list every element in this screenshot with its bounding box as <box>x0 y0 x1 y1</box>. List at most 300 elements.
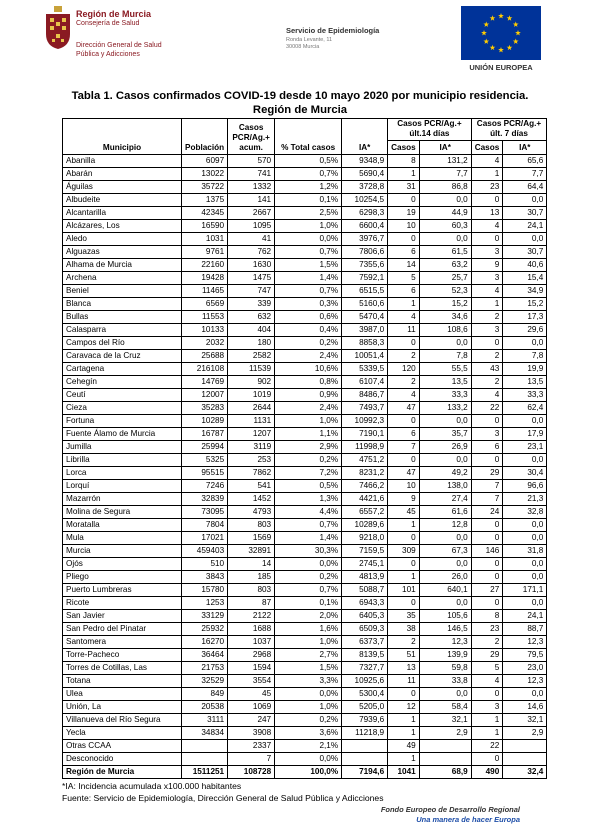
cell-ia7: 32,1 <box>503 714 547 727</box>
cell-pct-total: 2,9% <box>275 441 342 454</box>
cell-ia: 7194,6 <box>342 766 388 779</box>
cell-casos14: 19 <box>388 207 420 220</box>
cell-casos7: 2 <box>471 311 503 324</box>
cell-ia7: 15,4 <box>503 272 547 285</box>
header-poblacion: Población <box>182 119 228 155</box>
cell-ia: 11218,9 <box>342 727 388 740</box>
cell-casos7: 0 <box>471 337 503 350</box>
cell-poblacion: 95515 <box>182 467 228 480</box>
cell-casos7: 3 <box>471 324 503 337</box>
header-group-14-days <box>388 119 472 141</box>
cell-poblacion: 5325 <box>182 454 228 467</box>
cell-poblacion: 14769 <box>182 376 228 389</box>
header-group7-line2: últ. 7 días <box>490 129 528 138</box>
cell-casos14: 14 <box>388 259 420 272</box>
cell-ia14: 26,0 <box>419 571 471 584</box>
cell-poblacion: 13022 <box>182 168 228 181</box>
cell-municipio: Alguazas <box>63 246 182 259</box>
cell-casos14: 0 <box>388 233 420 246</box>
cell-casos-acum: 1630 <box>228 259 275 272</box>
cell-municipio: Alcantarilla <box>63 207 182 220</box>
header-ia14: IA* <box>419 141 471 155</box>
cell-casos14: 2 <box>388 350 420 363</box>
cell-casos14: 1 <box>388 727 420 740</box>
cell-casos14: 47 <box>388 402 420 415</box>
cell-ia7: 0,0 <box>503 597 547 610</box>
cell-pct-total: 1,3% <box>275 493 342 506</box>
cell-casos7: 22 <box>471 740 503 753</box>
cell-ia: 8139,5 <box>342 649 388 662</box>
table-row <box>63 740 547 753</box>
table-row <box>63 610 547 623</box>
cell-ia14: 49,2 <box>419 467 471 480</box>
cell-casos-acum: 253 <box>228 454 275 467</box>
cell-ia7: 0,0 <box>503 571 547 584</box>
cell-casos7: 27 <box>471 584 503 597</box>
cell-casos-acum: 1131 <box>228 415 275 428</box>
cell-municipio: Aledo <box>63 233 182 246</box>
cell-municipio: Pliego <box>63 571 182 584</box>
cell-ia7: 33,3 <box>503 389 547 402</box>
feder-motto: Una manera de hacer Europa <box>416 815 520 824</box>
cell-casos7: 29 <box>471 467 503 480</box>
cell-casos-acum: 14 <box>228 558 275 571</box>
cell-ia: 5160,6 <box>342 298 388 311</box>
cell-ia14: 139,9 <box>419 649 471 662</box>
cell-ia7: 19,9 <box>503 363 547 376</box>
cell-casos7: 23 <box>471 623 503 636</box>
cell-poblacion: 35722 <box>182 181 228 194</box>
cell-casos7: 7 <box>471 493 503 506</box>
cell-casos14: 35 <box>388 610 420 623</box>
cell-ia: 3987,0 <box>342 324 388 337</box>
cell-casos14: 45 <box>388 506 420 519</box>
cell-casos-acum: 1095 <box>228 220 275 233</box>
cell-ia14: 33,3 <box>419 389 471 402</box>
table-row <box>63 298 547 311</box>
cell-casos-acum: 1332 <box>228 181 275 194</box>
cell-poblacion: 11553 <box>182 311 228 324</box>
cell-ia7: 0,0 <box>503 688 547 701</box>
cell-ia7: 96,6 <box>503 480 547 493</box>
cell-casos-acum: 3908 <box>228 727 275 740</box>
cell-municipio: Torre-Pacheco <box>63 649 182 662</box>
cell-ia7: 24,1 <box>503 610 547 623</box>
cell-municipio: Calasparra <box>63 324 182 337</box>
cell-poblacion: 1253 <box>182 597 228 610</box>
header-casos-acum-line2: PCR/Ag.+ <box>232 133 270 142</box>
cell-casos-acum: 2582 <box>228 350 275 363</box>
cell-ia14: 86,8 <box>419 181 471 194</box>
cell-ia: 5470,4 <box>342 311 388 324</box>
cell-ia: 8231,2 <box>342 467 388 480</box>
cell-ia14: 12,3 <box>419 636 471 649</box>
cell-municipio: Campos del Río <box>63 337 182 350</box>
cell-casos-acum: 3554 <box>228 675 275 688</box>
cell-ia7: 79,5 <box>503 649 547 662</box>
cell-ia: 6509,3 <box>342 623 388 636</box>
cell-municipio: Ojós <box>63 558 182 571</box>
ia-footnote: *IA: Incidencia acumulada x100.000 habitantes <box>62 781 242 791</box>
cell-casos7: 3 <box>471 428 503 441</box>
cell-poblacion: 73095 <box>182 506 228 519</box>
cell-municipio: Totana <box>63 675 182 688</box>
cell-ia14: 131,2 <box>419 155 471 168</box>
cell-poblacion: 1511251 <box>182 766 228 779</box>
cell-pct-total: 1,5% <box>275 662 342 675</box>
cell-ia: 4421,6 <box>342 493 388 506</box>
cell-casos-acum: 185 <box>228 571 275 584</box>
cell-casos7: 8 <box>471 610 503 623</box>
cell-ia7: 23,1 <box>503 441 547 454</box>
cell-casos-acum: 747 <box>228 285 275 298</box>
cell-casos7: 490 <box>471 766 503 779</box>
header-casos-acum-line1: Casos <box>238 123 264 132</box>
cell-ia: 7939,6 <box>342 714 388 727</box>
cell-pct-total: 0,0% <box>275 233 342 246</box>
table-row <box>63 597 547 610</box>
cell-casos14: 309 <box>388 545 420 558</box>
cell-ia14: 25,7 <box>419 272 471 285</box>
cell-poblacion: 16787 <box>182 428 228 441</box>
cell-poblacion: 459403 <box>182 545 228 558</box>
table-row <box>63 558 547 571</box>
cell-pct-total: 0,0% <box>275 688 342 701</box>
cell-pct-total: 0,5% <box>275 480 342 493</box>
cell-pct-total: 3,6% <box>275 727 342 740</box>
cell-casos-acum: 1019 <box>228 389 275 402</box>
cell-ia: 5205,0 <box>342 701 388 714</box>
cell-poblacion: 12007 <box>182 389 228 402</box>
table-row <box>63 584 547 597</box>
cell-poblacion: 10133 <box>182 324 228 337</box>
cell-ia: 5300,4 <box>342 688 388 701</box>
table-row <box>63 675 547 688</box>
cell-ia: 10925,6 <box>342 675 388 688</box>
cell-pct-total: 0,7% <box>275 285 342 298</box>
cell-pct-total: 0,0% <box>275 558 342 571</box>
cell-ia14: 0,0 <box>419 558 471 571</box>
cell-casos7: 0 <box>471 558 503 571</box>
cell-municipio: Alhama de Murcia <box>63 259 182 272</box>
table-title-line2: Región de Murcia <box>252 104 348 116</box>
cell-poblacion: 32839 <box>182 493 228 506</box>
table-row <box>63 519 547 532</box>
cell-casos7: 4 <box>471 675 503 688</box>
cell-municipio: Torres de Cotillas, Las <box>63 662 182 675</box>
cell-pct-total: 2,7% <box>275 649 342 662</box>
cell-ia7: 7,7 <box>503 168 547 181</box>
cell-pct-total: 0,2% <box>275 714 342 727</box>
cell-pct-total: 1,1% <box>275 428 342 441</box>
cell-municipio: Abanilla <box>63 155 182 168</box>
cell-casos7: 0 <box>471 688 503 701</box>
cell-casos7: 3 <box>471 272 503 285</box>
cell-casos7: 0 <box>471 194 503 207</box>
cell-pct-total: 2,4% <box>275 350 342 363</box>
cell-pct-total: 0,7% <box>275 168 342 181</box>
cell-casos14: 1 <box>388 298 420 311</box>
cell-ia14: 67,3 <box>419 545 471 558</box>
org-directorate-line1: Dirección General de Salud <box>76 42 162 49</box>
cell-casos-acum: 1688 <box>228 623 275 636</box>
cell-municipio: San Javier <box>63 610 182 623</box>
cell-ia7: 34,9 <box>503 285 547 298</box>
cell-pct-total: 0,2% <box>275 337 342 350</box>
cell-casos14: 51 <box>388 649 420 662</box>
cell-municipio: Ricote <box>63 597 182 610</box>
cell-poblacion: 1375 <box>182 194 228 207</box>
cell-municipio: Águilas <box>63 181 182 194</box>
cell-casos-acum: 762 <box>228 246 275 259</box>
cell-casos7: 2 <box>471 350 503 363</box>
header-pct-total: % Total casos <box>275 119 342 155</box>
cell-ia14: 146,5 <box>419 623 471 636</box>
cell-municipio: Mazarrón <box>63 493 182 506</box>
table-row <box>63 285 547 298</box>
cell-ia14: 138,0 <box>419 480 471 493</box>
cell-municipio: Molina de Segura <box>63 506 182 519</box>
service-name: Servicio de Epidemiología <box>286 26 380 35</box>
cell-casos7: 24 <box>471 506 503 519</box>
cell-poblacion: 21753 <box>182 662 228 675</box>
cell-ia7: 30,4 <box>503 467 547 480</box>
cell-ia14 <box>419 753 471 766</box>
cell-municipio: Fortuna <box>63 415 182 428</box>
cell-ia: 9218,0 <box>342 532 388 545</box>
cell-poblacion: 510 <box>182 558 228 571</box>
cell-casos7: 0 <box>471 571 503 584</box>
cell-poblacion: 42345 <box>182 207 228 220</box>
table-row <box>63 233 547 246</box>
cell-casos7: 0 <box>471 233 503 246</box>
cell-casos14: 101 <box>388 584 420 597</box>
org-name: Región de Murcia <box>76 9 152 19</box>
table-row <box>63 389 547 402</box>
cell-ia: 5088,7 <box>342 584 388 597</box>
cell-ia7: 12,3 <box>503 636 547 649</box>
cell-casos14: 1 <box>388 753 420 766</box>
cell-ia7: 0,0 <box>503 194 547 207</box>
cell-poblacion: 3111 <box>182 714 228 727</box>
cell-pct-total: 1,0% <box>275 415 342 428</box>
org-department: Consejería de Salud <box>76 20 140 27</box>
header-group7-line1: Casos PCR/Ag.+ <box>476 119 542 128</box>
cell-casos7: 4 <box>471 155 503 168</box>
cell-municipio: Blanca <box>63 298 182 311</box>
cell-poblacion: 15780 <box>182 584 228 597</box>
cell-ia14: 59,8 <box>419 662 471 675</box>
cell-municipio: Yecla <box>63 727 182 740</box>
cell-ia14: 61,6 <box>419 506 471 519</box>
cell-municipio: Caravaca de la Cruz <box>63 350 182 363</box>
cell-ia7: 171,1 <box>503 584 547 597</box>
cell-casos14: 2 <box>388 636 420 649</box>
cell-poblacion: 17021 <box>182 532 228 545</box>
cell-poblacion: 25932 <box>182 623 228 636</box>
cell-ia7: 0,0 <box>503 415 547 428</box>
cell-pct-total: 0,7% <box>275 584 342 597</box>
cell-casos-acum: 2644 <box>228 402 275 415</box>
source-note: Fuente: Servicio de Epidemiología, Dirección General de Salud Pública y Adicciones <box>62 793 384 803</box>
cell-municipio: Villanueva del Río Segura <box>63 714 182 727</box>
cell-casos-acum: 404 <box>228 324 275 337</box>
cell-casos7: 23 <box>471 181 503 194</box>
cell-casos14: 2 <box>388 376 420 389</box>
cell-poblacion: 16270 <box>182 636 228 649</box>
cell-ia: 7355,6 <box>342 259 388 272</box>
table-row <box>63 688 547 701</box>
cell-casos14: 4 <box>388 389 420 402</box>
cell-ia14: 15,2 <box>419 298 471 311</box>
cell-poblacion: 3843 <box>182 571 228 584</box>
cell-pct-total: 1,4% <box>275 272 342 285</box>
table-total-row <box>63 766 547 779</box>
cell-ia7: 15,2 <box>503 298 547 311</box>
cell-pct-total: 0,6% <box>275 311 342 324</box>
table-row <box>63 363 547 376</box>
cell-ia: 3976,7 <box>342 233 388 246</box>
table-row <box>63 467 547 480</box>
cell-ia14: 105,6 <box>419 610 471 623</box>
cell-municipio: Lorquí <box>63 480 182 493</box>
cell-ia14: 26,9 <box>419 441 471 454</box>
table-row <box>63 181 547 194</box>
cell-casos14: 49 <box>388 740 420 753</box>
cell-pct-total: 0,1% <box>275 194 342 207</box>
cell-ia7: 62,4 <box>503 402 547 415</box>
cell-ia: 7159,5 <box>342 545 388 558</box>
cell-poblacion: 36464 <box>182 649 228 662</box>
cell-casos7: 0 <box>471 532 503 545</box>
cell-casos-acum: 1569 <box>228 532 275 545</box>
cell-ia: 5339,5 <box>342 363 388 376</box>
table-row <box>63 649 547 662</box>
cell-ia: 8486,7 <box>342 389 388 402</box>
table-row <box>63 454 547 467</box>
cell-casos14: 0 <box>388 688 420 701</box>
cell-casos14: 1041 <box>388 766 420 779</box>
cell-casos-acum: 87 <box>228 597 275 610</box>
cell-ia14: 60,3 <box>419 220 471 233</box>
cell-casos7: 0 <box>471 519 503 532</box>
cell-poblacion: 16590 <box>182 220 228 233</box>
cell-casos14: 0 <box>388 532 420 545</box>
cell-casos-acum: 7862 <box>228 467 275 480</box>
table-row <box>63 428 547 441</box>
table-row <box>63 701 547 714</box>
cell-ia14: 68,9 <box>419 766 471 779</box>
cell-municipio: Lorca <box>63 467 182 480</box>
cell-ia: 6557,2 <box>342 506 388 519</box>
table-row <box>63 337 547 350</box>
cell-municipio: Fuente Álamo de Murcia <box>63 428 182 441</box>
table-row <box>63 155 547 168</box>
cell-ia14: 63,2 <box>419 259 471 272</box>
cell-municipio: Librilla <box>63 454 182 467</box>
cell-ia14: 0,0 <box>419 415 471 428</box>
cell-casos-acum: 108728 <box>228 766 275 779</box>
cell-pct-total: 4,4% <box>275 506 342 519</box>
table-row <box>63 753 547 766</box>
table-body <box>63 155 547 779</box>
cell-casos14: 4 <box>388 311 420 324</box>
cell-poblacion: 25688 <box>182 350 228 363</box>
cell-ia: 6405,3 <box>342 610 388 623</box>
cell-poblacion: 6097 <box>182 155 228 168</box>
cell-municipio: Santomera <box>63 636 182 649</box>
cell-casos14: 12 <box>388 701 420 714</box>
cell-casos-acum: 1452 <box>228 493 275 506</box>
table-row <box>63 532 547 545</box>
table-row <box>63 415 547 428</box>
cell-casos-acum: 1475 <box>228 272 275 285</box>
table-title <box>60 89 540 117</box>
cell-ia14: 34,6 <box>419 311 471 324</box>
cell-ia14: 33,8 <box>419 675 471 688</box>
cell-ia: 10992,3 <box>342 415 388 428</box>
cell-ia: 6373,7 <box>342 636 388 649</box>
cell-pct-total: 2,1% <box>275 740 342 753</box>
cell-municipio: Cehegín <box>63 376 182 389</box>
cell-casos-acum: 803 <box>228 584 275 597</box>
cell-ia14: 2,9 <box>419 727 471 740</box>
cell-poblacion: 11465 <box>182 285 228 298</box>
cell-casos7: 7 <box>471 480 503 493</box>
cell-ia14: 0,0 <box>419 597 471 610</box>
cell-ia7: 30,7 <box>503 207 547 220</box>
cell-ia14: 7,7 <box>419 168 471 181</box>
cell-casos-acum: 741 <box>228 168 275 181</box>
cell-casos14: 47 <box>388 467 420 480</box>
cell-ia7: 24,1 <box>503 220 547 233</box>
cell-casos7: 4 <box>471 220 503 233</box>
cell-pct-total: 7,2% <box>275 467 342 480</box>
cell-casos7: 22 <box>471 402 503 415</box>
cell-ia14: 44,9 <box>419 207 471 220</box>
service-address-line1: Ronda Levante, 11 <box>286 37 333 43</box>
cell-casos14: 0 <box>388 558 420 571</box>
cell-municipio: Región de Murcia <box>63 766 182 779</box>
cell-pct-total: 2,5% <box>275 207 342 220</box>
cell-municipio: Ulea <box>63 688 182 701</box>
cell-poblacion: 32529 <box>182 675 228 688</box>
cell-poblacion: 2032 <box>182 337 228 350</box>
cell-pct-total: 0,1% <box>275 597 342 610</box>
cell-ia: 2745,1 <box>342 558 388 571</box>
cell-casos14: 31 <box>388 181 420 194</box>
region-crest-icon <box>44 6 72 50</box>
table-row <box>63 545 547 558</box>
covid-cases-table <box>62 118 547 779</box>
cell-pct-total: 1,5% <box>275 259 342 272</box>
cell-pct-total: 0,2% <box>275 454 342 467</box>
cell-casos-acum: 803 <box>228 519 275 532</box>
cell-ia7: 0,0 <box>503 337 547 350</box>
cell-casos-acum: 2337 <box>228 740 275 753</box>
eu-flag-icon <box>461 6 541 60</box>
cell-poblacion: 7246 <box>182 480 228 493</box>
cell-casos-acum: 7 <box>228 753 275 766</box>
cell-casos14: 1 <box>388 168 420 181</box>
cell-casos-acum: 41 <box>228 233 275 246</box>
cell-casos14: 6 <box>388 428 420 441</box>
cell-poblacion: 9761 <box>182 246 228 259</box>
cell-municipio: Jumilla <box>63 441 182 454</box>
cell-poblacion: 7804 <box>182 519 228 532</box>
cell-casos-acum: 11539 <box>228 363 275 376</box>
cell-poblacion: 20538 <box>182 701 228 714</box>
